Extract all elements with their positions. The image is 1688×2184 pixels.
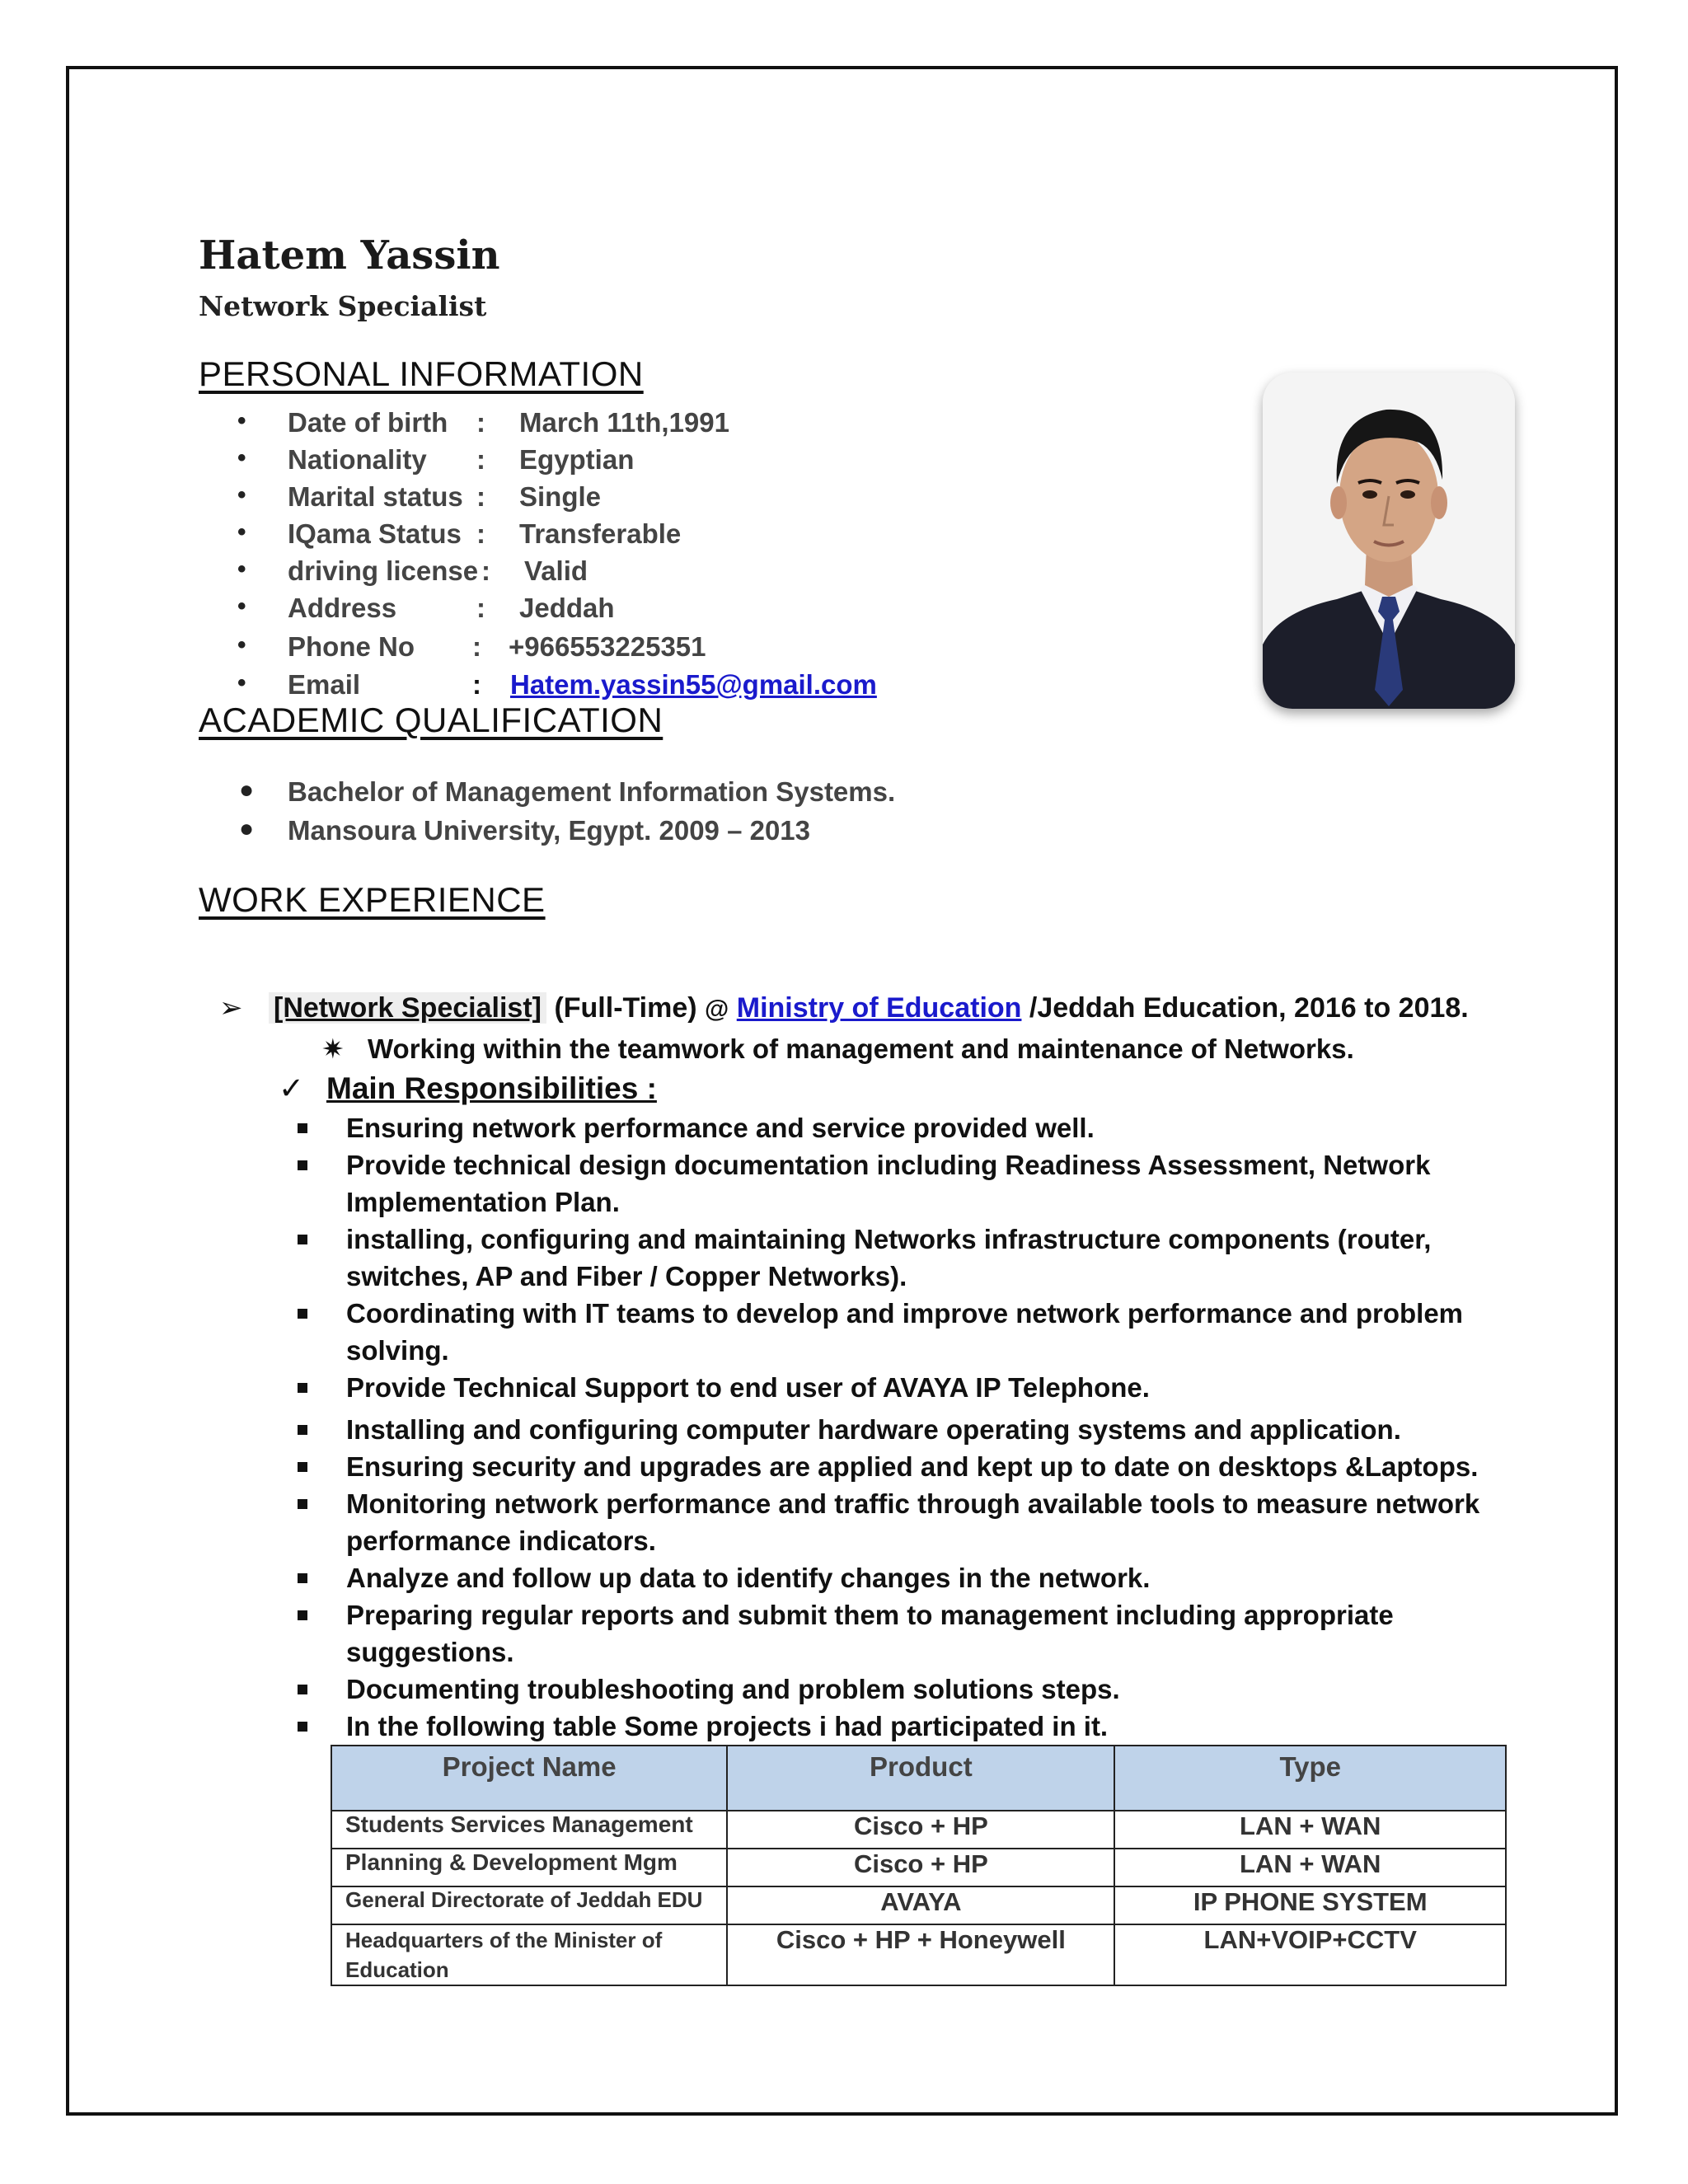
bullet-icon: • [237, 631, 246, 658]
table-row [331, 1811, 1506, 1849]
bullet-icon: • [237, 518, 246, 546]
info-value-dob: March 11th,1991 [519, 407, 729, 438]
square-bullet-icon [298, 1685, 307, 1694]
checkmark-icon: ✓ [279, 1071, 305, 1105]
job-summary [321, 1033, 1354, 1065]
star-bullet-icon: ✷ [321, 1033, 345, 1064]
table-row [331, 1849, 1506, 1886]
info-label: Address [288, 593, 397, 623]
responsibility-text: Analyze and follow up data to identify changes in the network. [346, 1563, 1151, 1593]
arrow-bullet-icon: ➢ [219, 992, 243, 1024]
cell-type: LAN+VOIP+CCTV [1114, 1924, 1506, 1985]
bullet-icon: • [237, 593, 246, 620]
square-bullet-icon [298, 1499, 307, 1509]
info-label: Email [288, 669, 361, 700]
table-header-row [331, 1746, 1506, 1811]
job-summary-text: Working within the teamwork of management and maintenance of Networks. [368, 1033, 1354, 1064]
profile-photo [1263, 373, 1515, 709]
info-colon: : [476, 518, 485, 549]
responsibility-text: installing, configuring and maintaining Networks infrastructure components (router, switches, AP and Fiber / Copper Networks). [346, 1224, 1432, 1291]
responsibility-text: Installing and configuring computer hardware operating systems and application. [346, 1414, 1401, 1445]
candidate-name: Hatem Yassin [199, 232, 500, 279]
responsibility-text: Preparing regular reports and submit them to management including appropriate suggestions. [346, 1600, 1394, 1667]
column-header-product: Product [727, 1746, 1114, 1811]
info-value-phone: +966553225351 [509, 631, 706, 662]
responsibility-text: Coordinating with IT teams to develop and improve network performance and problem solving. [346, 1298, 1464, 1366]
candidate-title: Network Specialist [199, 290, 487, 322]
academic-university: Mansoura University, Egypt. 2009 – 2013 [288, 815, 811, 846]
job-type: (Full-Time) [554, 992, 697, 1024]
info-label: Date of birth [288, 407, 448, 438]
cell-project-name: Planning & Development Mgm [331, 1849, 727, 1886]
bullet-icon: ● [239, 776, 255, 804]
info-value-nationality: Egyptian [519, 444, 635, 475]
table-row [331, 1886, 1506, 1924]
info-label: Nationality [288, 444, 427, 475]
bullet-icon: • [237, 555, 246, 583]
info-value-license: Valid [524, 555, 588, 586]
square-bullet-icon [298, 1160, 307, 1170]
responsibility-text: Ensuring network performance and service provided well. [346, 1113, 1095, 1143]
square-bullet-icon [298, 1425, 307, 1435]
info-colon: : [476, 481, 485, 512]
cell-product: AVAYA [727, 1886, 1114, 1924]
square-bullet-icon [298, 1383, 307, 1393]
info-label: IQama Status [288, 518, 462, 549]
responsibility-text: In the following table Some projects i had participated in it. [346, 1711, 1109, 1741]
square-bullet-icon [298, 1573, 307, 1583]
square-bullet-icon [298, 1123, 307, 1133]
table-row [331, 1924, 1506, 1985]
square-bullet-icon [298, 1235, 307, 1244]
portrait-illustration [1263, 373, 1515, 709]
email-link[interactable]: Hatem.yassin55@gmail.com [510, 669, 877, 700]
cell-type: IP PHONE SYSTEM [1114, 1886, 1506, 1924]
bullet-icon: • [237, 444, 246, 471]
bullet-icon: • [237, 669, 246, 696]
square-bullet-icon [298, 1309, 307, 1319]
cell-type: LAN + WAN [1114, 1811, 1506, 1849]
cell-product: Cisco + HP [727, 1849, 1114, 1886]
cell-project-name: General Directorate of Jeddah EDU [331, 1886, 727, 1924]
job-location-dates: /Jeddah Education, 2016 to 2018. [1029, 992, 1469, 1024]
responsibility-text: Monitoring network performance and traffic through available tools to measure network performance indicators. [346, 1488, 1480, 1556]
cell-type: LAN + WAN [1114, 1849, 1506, 1886]
info-colon: : [476, 444, 485, 475]
job-at: @ [705, 996, 729, 1023]
info-value-iqama: Transferable [519, 518, 682, 549]
projects-table [331, 1745, 1507, 1986]
bullet-icon: • [237, 481, 246, 509]
responsibilities-heading [279, 1071, 657, 1106]
info-label: Marital status [288, 481, 463, 512]
bullet-icon: ● [239, 815, 255, 842]
cell-product: Cisco + HP [727, 1811, 1114, 1849]
job-line [219, 991, 1469, 1024]
cell-product: Cisco + HP + Honeywell [727, 1924, 1114, 1985]
cell-project-name: Headquarters of the Minister of Education [331, 1924, 727, 1985]
info-colon: : [476, 407, 485, 438]
info-label: driving license [288, 555, 479, 586]
responsibility-text: Documenting troubleshooting and problem solutions steps. [346, 1674, 1120, 1704]
organization-link[interactable]: Ministry of Education [736, 992, 1022, 1024]
column-header-type: Type [1114, 1746, 1506, 1811]
responsibility-text: Ensuring security and upgrades are applied and kept up to date on desktops &Laptops. [346, 1451, 1479, 1482]
square-bullet-icon [298, 1722, 307, 1732]
bullet-icon: • [237, 407, 246, 434]
square-bullet-icon [298, 1610, 307, 1620]
cell-project-name: Students Services Management [331, 1811, 727, 1849]
responsibility-text: Provide Technical Support to end user of AVAYA IP Telephone. [346, 1372, 1150, 1403]
personal-info-heading: PERSONAL INFORMATION [199, 354, 644, 393]
academic-degree: Bachelor of Management Information Systems. [288, 776, 896, 807]
academic-heading: ACADEMIC QUALIFICATION [199, 701, 663, 739]
job-title: [Network Specialist] [269, 992, 546, 1024]
responsibility-text: Provide technical design documentation including Readiness Assessment, Network Implementation Plan. [346, 1150, 1431, 1217]
column-header-project: Project Name [331, 1746, 727, 1811]
info-colon: : [481, 555, 490, 586]
info-value-address: Jeddah [519, 593, 615, 623]
responsibilities-title: Main Responsibilities : [326, 1071, 657, 1105]
info-value-marital: Single [519, 481, 602, 512]
info-colon: : [472, 631, 481, 662]
info-colon: : [472, 669, 481, 700]
info-colon: : [476, 593, 485, 623]
info-label: Phone No [288, 631, 415, 662]
work-experience-heading: WORK EXPERIENCE [199, 880, 546, 919]
square-bullet-icon [298, 1462, 307, 1472]
